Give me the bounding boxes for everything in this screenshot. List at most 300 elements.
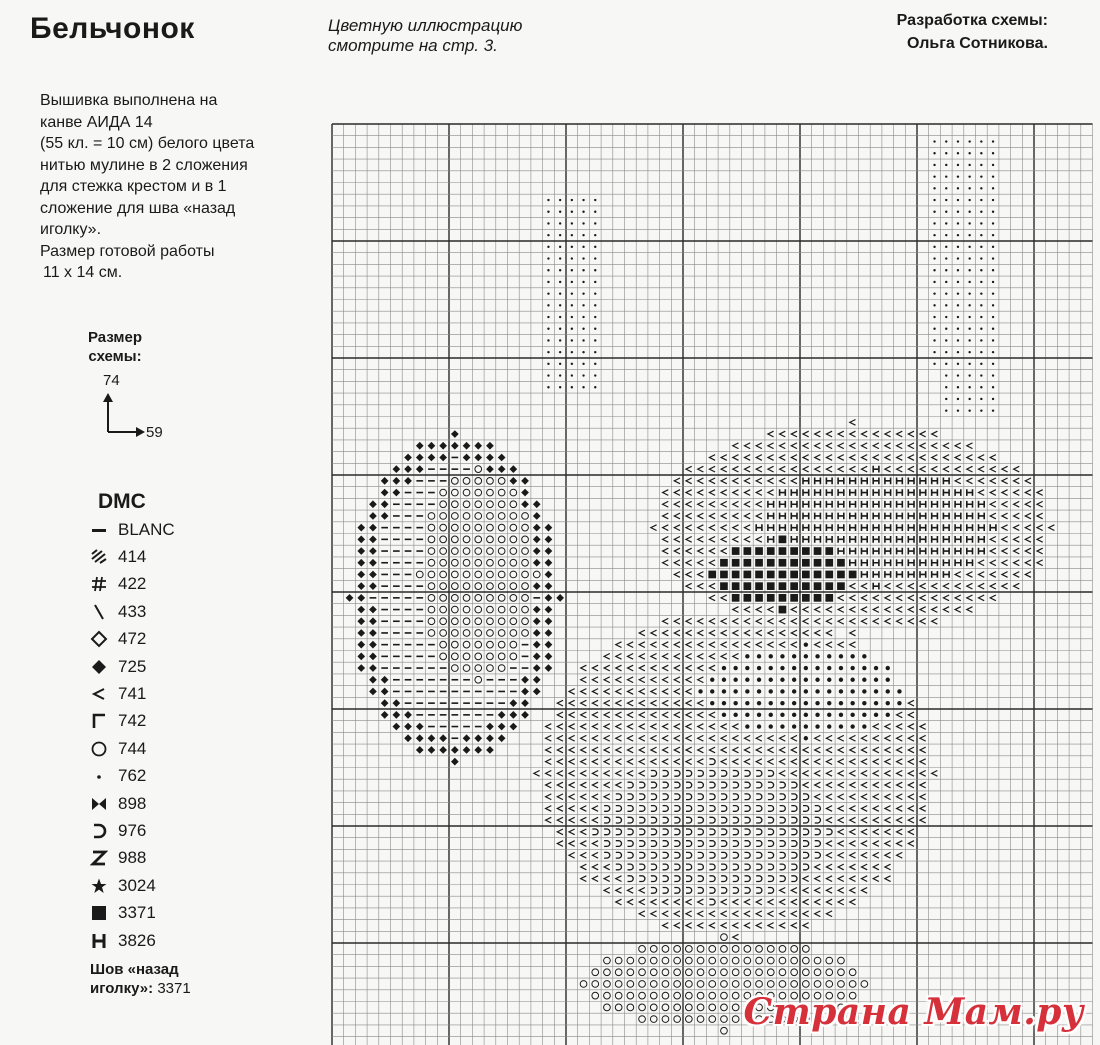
legend-heading: DMC [98,490,146,513]
legend-code: 762 [118,766,147,786]
stitch-symbol [756,817,762,823]
stitch-symbol [943,455,949,461]
stitch-symbol [756,911,762,917]
stitch-symbol [452,691,459,693]
stitch-symbol [990,455,996,461]
stitch-symbol [957,374,959,376]
stitch-symbol [791,455,797,461]
stitch-symbol [779,946,786,953]
stitch-symbol [369,641,377,649]
stitch-symbol [498,665,505,672]
stitch-symbol [838,899,844,905]
stitch-symbol [838,888,844,894]
stitch-symbol [594,386,596,388]
stitch-symbol [850,876,856,882]
stitch-symbol [885,478,891,485]
stitch-symbol [850,666,854,670]
stitch-symbol [943,501,949,508]
stitch-symbol [873,548,879,555]
stitch-symbol [839,713,843,717]
stitch-symbol [838,536,844,543]
legend-item [88,790,228,817]
stitch-symbol [850,478,856,485]
stitch-symbol [571,222,573,224]
stitch-symbol [487,559,494,566]
stitch-symbol [463,468,470,470]
stitch-symbol [885,852,891,858]
stitch-symbol [510,583,517,590]
stitch-symbol [990,572,996,578]
stitch-symbol [908,583,914,589]
stitch-symbol [674,806,680,812]
stitch-symbol [745,923,751,929]
stitch-symbol [592,665,598,671]
stitch-symbol [862,595,868,601]
stitch-symbol [571,339,573,341]
stitch-symbol [559,246,561,248]
stitch-symbol [745,852,751,858]
stitch-symbol [639,911,645,917]
stitch-symbol [756,852,762,858]
stitch-symbol [651,735,657,741]
stitch-symbol [862,548,868,555]
stitch-symbol [839,689,843,693]
stitch-symbol [698,911,704,917]
stitch-symbol [686,876,692,882]
stitch-symbol [920,759,926,765]
stitch-symbol [521,676,529,684]
stitch-symbol [897,618,903,624]
stitch-symbol [838,806,844,812]
stitch-symbol [357,536,365,544]
stitch-symbol [616,724,622,730]
stitch-symbol [920,618,926,624]
stitch-symbol [674,689,680,695]
stitch-symbol [957,304,959,306]
stitch-symbol [838,595,844,601]
stitch-symbol [768,782,774,788]
stitch-symbol [733,701,737,705]
stitch-symbol [992,246,994,248]
stitch-symbol [580,981,587,988]
stitch-symbol [475,466,482,473]
stitch-symbol [873,876,879,882]
stitch-symbol [534,771,540,777]
stitch-symbol [897,595,903,601]
stitch-symbol [639,677,645,683]
stitch-symbol [780,642,786,648]
stitch-symbol [452,536,459,543]
stitch-symbol [594,316,596,318]
stitch-symbol [850,524,856,531]
stitch-symbol [452,468,459,470]
stitch-symbol [897,759,903,765]
stitch-symbol [992,152,994,154]
stitch-symbol [452,571,459,578]
stitch-symbol [850,689,854,693]
stitch-symbol [709,455,715,461]
stitch-symbol [452,559,459,566]
stitch-symbol [791,735,797,741]
stitch-symbol [686,852,692,858]
stitch-symbol [475,489,482,496]
stitch-symbol [581,735,587,741]
stitch-symbol [416,691,423,693]
stitch-symbol [745,689,749,693]
stitch-symbol [803,829,809,835]
stitch-symbol [616,747,622,753]
stitch-symbol [826,957,833,964]
stitch-symbol [604,689,610,695]
stitch-symbol [451,442,459,450]
stitch-symbol [992,257,994,259]
stitch-symbol [616,654,622,660]
stitch-symbol [850,852,856,858]
stitch-symbol [862,443,868,449]
stitch-symbol [945,351,947,353]
stitch-symbol [451,746,459,754]
stitch-symbol [990,548,996,554]
stitch-symbol [452,457,459,459]
stitch-symbol [428,536,435,543]
stitch-symbol [943,559,949,566]
stitch-symbol [533,500,541,508]
stitch-symbol [487,513,494,520]
stitch-symbol [874,701,878,705]
stitch-symbol [791,759,797,765]
stitch-symbol [663,642,669,648]
stitch-symbol [686,537,692,543]
stitch-symbol [697,946,704,953]
stitch-symbol [721,923,727,929]
stitch-symbol [709,946,716,953]
stitch-symbol [698,689,702,693]
stitch-symbol [440,524,447,531]
scheme-width: 59 [146,424,163,441]
stitch-symbol [546,747,552,753]
stitch-symbol [779,606,787,614]
stitch-symbol [628,689,634,695]
stitch-symbol [992,328,994,330]
stitch-symbol [850,559,856,566]
stitch-symbol [662,1016,669,1023]
stitch-symbol [533,688,541,696]
stitch-symbol [628,782,634,788]
stitch-symbol [487,665,494,672]
stitch-symbol [510,501,517,508]
stitch-symbol [850,701,854,705]
stitch-symbol [628,817,634,823]
stitch-symbol [826,431,832,437]
stitch-symbol [428,595,435,602]
stitch-symbol [945,292,947,294]
stitch-symbol [498,653,505,660]
stitch-symbol [487,501,494,508]
stitch-symbol [405,702,412,704]
stitch-symbol [650,957,657,964]
stitch-symbol [945,211,947,213]
stitch-symbol [732,957,739,964]
stitch-symbol [582,386,584,388]
stitch-symbol [990,595,996,601]
stitch-symbol [547,234,549,236]
stitch-symbol [756,829,762,835]
stitch-symbol [475,571,482,578]
stitch-symbol [826,536,832,543]
stitch-symbol [594,304,596,306]
stitch-symbol [440,595,447,602]
stitch-symbol [559,328,561,330]
stitch-symbol [745,759,751,765]
stitch-symbol [804,724,808,728]
stitch-symbol [862,829,868,835]
stitch-symbol [980,175,982,177]
stitch-symbol [369,617,377,625]
stitch-symbol [627,1004,634,1011]
stitch-symbol [381,574,388,576]
stitch-symbol [592,712,598,718]
stitch-symbol [967,513,973,520]
stitch-symbol [709,513,715,519]
stitch-symbol [697,992,704,999]
stitch-symbol [615,969,622,976]
stitch-symbol [885,747,891,753]
stitch-symbol [791,747,797,753]
stitch-symbol [838,969,845,976]
stitch-symbol [440,667,447,669]
stitch-symbol [686,583,692,589]
stitch-symbol [826,466,832,472]
stitch-symbol [698,747,704,753]
stitch-symbol [955,536,961,543]
stitch-symbol [768,888,774,894]
stitch-symbol [698,735,704,741]
stitch-symbol [474,454,482,462]
stitch-symbol [405,539,412,541]
stitch-symbol [980,140,982,142]
stitch-symbol [440,559,447,566]
stitch-symbol [592,981,599,988]
stitch-symbol [957,234,959,236]
stitch-symbol [755,594,763,602]
stitch-symbol [487,641,494,648]
stitch-symbol [393,477,401,485]
stitch-symbol [628,899,634,905]
stitch-symbol [791,771,797,777]
stitch-symbol [885,431,891,437]
stitch-symbol [780,431,786,437]
stitch-symbol [1002,525,1008,531]
stitch-symbol [826,841,832,847]
stitch-symbol [581,782,587,788]
stitch-symbol [733,654,739,660]
stitch-symbol [559,386,561,388]
stitch-symbol [920,501,926,508]
stitch-symbol [885,489,891,496]
stitch-symbol [487,536,494,543]
stitch-symbol [908,817,914,823]
legend-item [88,845,228,872]
stitch-symbol [428,583,435,590]
stitch-symbol [885,536,891,543]
stitch-symbol [357,664,365,672]
stitch-symbol [955,524,961,531]
stitch-symbol [686,899,692,905]
stitch-symbol [686,806,692,812]
stitch-symbol [369,547,377,555]
stitch-symbol [980,246,982,248]
stitch-symbol [968,339,970,341]
stitch-symbol [416,714,423,716]
stitch-symbol [663,618,669,624]
stitch-symbol [381,562,388,564]
stitch-symbol [663,513,669,519]
stitch-symbol [815,876,821,882]
stitch-symbol [439,746,447,754]
stitch-symbol [885,571,891,578]
stitch-symbol [979,455,985,461]
stitch-symbol [745,642,751,648]
stitch-symbol [756,899,762,905]
stitch-symbol [547,199,549,201]
stitch-symbol [639,654,645,660]
legend-code: 976 [118,820,147,840]
stitch-symbol [709,537,715,543]
stitch-symbol [862,678,866,682]
stitch-symbol [1002,572,1008,578]
stitch-symbol [791,630,797,636]
stitch-symbol [604,712,610,718]
stitch-symbol [722,678,726,682]
stitch-symbol [815,524,821,531]
stitch-symbol [616,876,622,882]
stitch-symbol [651,630,657,636]
stitch-symbol [779,957,786,964]
stitch-symbol [569,852,575,858]
stitch-symbol [745,630,751,636]
illustration-note-line: Цветную иллюстрацию [328,16,523,35]
stitch-symbol [838,771,844,777]
stitch-symbol [826,771,832,777]
stitch-symbol [475,665,482,672]
stitch-symbol [803,911,809,917]
stitch-symbol [957,386,959,388]
stitch-symbol [803,864,809,870]
stitch-symbol [733,899,739,905]
stitch-symbol [791,524,797,531]
stitch-symbol [769,701,773,705]
stitch-symbol [980,152,982,154]
stitch-symbol [838,852,844,858]
stitch-symbol [381,585,388,587]
stitch-symbol [559,351,561,353]
stitch-symbol [825,559,833,567]
stitch-symbol [768,513,774,520]
stitch-symbol [686,969,693,976]
stitch-symbol [709,841,715,847]
stitch-symbol [474,442,482,450]
stitch-symbol [803,466,809,472]
stitch-symbol [498,618,505,625]
stitch-symbol [815,607,821,613]
stitch-symbol [721,771,727,777]
stitch-symbol [862,852,868,858]
stitch-symbol [557,841,563,847]
stitch-symbol [463,665,470,672]
stitch-symbol [709,735,715,741]
stitch-symbol [767,547,775,555]
stitch-symbol [393,656,400,658]
stitch-symbol [686,572,692,578]
stitch-symbol [498,595,505,602]
stitch-symbol [1037,537,1043,543]
stitch-symbol [967,524,973,531]
stitch-symbol [874,678,878,682]
stitch-symbol [559,292,561,294]
stitch-symbol [475,702,482,704]
stitch-symbol [569,806,575,812]
stitch-symbol [639,876,645,882]
stitch-symbol [897,771,903,777]
stitch-symbol [686,957,693,964]
stitch-symbol [721,630,727,636]
stitch-symbol [674,864,680,870]
stitch-symbol [674,478,680,484]
stitch-symbol [838,466,844,472]
stitch-symbol [440,679,447,681]
stitch-symbol [780,923,786,929]
stitch-symbol [463,630,470,637]
stitch-symbol [721,969,728,976]
stitch-symbol [732,981,739,988]
stitch-symbol [908,431,914,437]
stitch-symbol [405,609,412,611]
stitch-symbol [979,466,985,472]
stitch-symbol [487,548,494,555]
stitch-symbol [744,547,752,555]
stitch-symbol [957,351,959,353]
stitch-symbol [594,269,596,271]
stitch-symbol [698,817,704,823]
stitch-symbol [604,747,610,753]
stitch-symbol [721,794,727,800]
stitch-symbol [533,559,541,567]
stitch-symbol [756,501,762,507]
stitch-symbol [850,771,856,777]
stitch-symbol [826,806,832,812]
stitch-symbol [826,513,832,520]
stitch-symbol [440,583,447,590]
stitch-symbol [663,759,669,765]
stitch-symbol [768,466,774,472]
stitch-symbol [463,641,470,648]
stitch-symbol [932,501,938,508]
stitch-symbol [628,841,634,847]
stitch-symbol [651,724,657,730]
stitch-symbol [968,304,970,306]
stitch-symbol [897,701,901,705]
stitch-symbol [592,771,598,777]
stitch-symbol [886,713,890,717]
stitch-symbol [698,852,704,858]
stitch-symbol [628,654,634,660]
stitch-symbol [768,490,774,496]
stitch-symbol [804,678,808,682]
stitch-symbol [674,771,680,777]
stitch-symbol [945,363,947,365]
stitch-symbol [547,222,549,224]
stitch-symbol [780,899,786,905]
